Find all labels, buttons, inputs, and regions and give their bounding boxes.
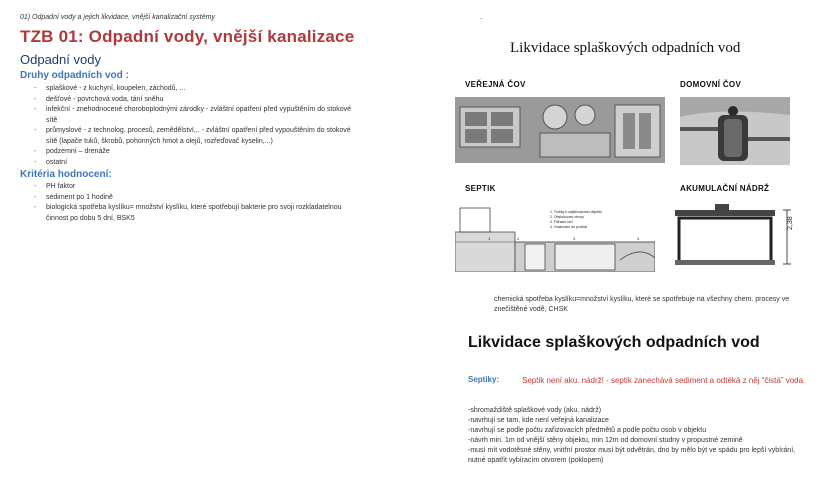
kriteria-list <box>34 182 344 224</box>
septik-number: 3 <box>573 236 576 241</box>
list-item: - biologická spotřeba kyslíku= množství kyslíku, které spotřebují bakterie pro svoji rozkladatelnou činnost po dobu 5 dní, BSK5 <box>34 203 344 224</box>
legend-item: 1. Trubky k zajišťovacímu objektu <box>550 210 602 214</box>
home-plant-image <box>680 97 790 165</box>
septik-diagram <box>455 200 655 272</box>
list-item: - sediment po 1 hodině <box>34 193 344 204</box>
list-item: - průmyslové - z technolog. procesů, zemědělství,.. - zvláštní opatření před vypouštěním do stokové sítě (lapače tuků, škrobů, pohonných hmot a olejů, rozřeďovač kyselin,...) <box>34 126 354 147</box>
list-item: - dešťové - povrchová voda, tání sněhu <box>34 95 354 106</box>
kriteria-title: Kritéria hodnocení: <box>20 169 112 180</box>
list-item: -shromaždiště splaškové vody (aku. nádrž) <box>468 407 602 414</box>
list-item: -musí mít vodotěsné stěny, vnitřní prostor musí být odvětrán, dno by mělo být ve spádu pro lepší vybírání, nutné opatřit vybíracím otvorem (poklopem) <box>468 447 796 464</box>
slide-title: Likvidace splaškových odpadních vod <box>510 40 741 56</box>
tank-dimension: 2,38 <box>787 216 794 230</box>
list-item: -navrhují se podle počtu zařizovacích předmětů a podle počtu osob v objektu <box>468 427 707 434</box>
storage-tank-diagram <box>675 204 805 266</box>
septik-legend <box>550 210 602 230</box>
druhy-list <box>34 84 354 168</box>
list-item: - infekční - znehodnocené choroboplodnými zárodky - zvláštní opatření před vypuštěním do stokové sítě <box>34 105 354 126</box>
label-verejna-cov: VEŘEJNÁ ČOV <box>465 80 526 89</box>
domovni-cov-photo <box>680 97 790 165</box>
list-item: -navrhují se tam, kde není veřejná kanalizace <box>468 417 609 424</box>
list-item: - podzemní – drenáže <box>34 147 354 158</box>
main-title: TZB 01: Odpadní vody, vnější kanalizace <box>20 27 355 46</box>
septik-number: 1 <box>488 236 491 241</box>
list-item: - splaškové - z kuchyní, koupelen, záchodů, ... <box>34 84 354 95</box>
stray-dot: . <box>480 12 483 21</box>
label-domovni-cov: DOMOVNÍ ČOV <box>680 80 742 89</box>
legend-item: 2. Obsluhovací otvory <box>550 215 584 219</box>
septiky-note: Septik není aku. nádrž! - septik zanechává sediment a odtéká z něj “čistá” voda. <box>522 376 806 385</box>
akumulacni-diagram <box>675 204 805 266</box>
verejna-cov-photo <box>455 97 665 163</box>
druhy-title: Druhy odpadních vod : <box>20 70 129 81</box>
header-note: 01) Odpadní vody a jejich likvidace, vnější kanalizační systémy <box>20 14 215 21</box>
list-item: - ostatní <box>34 158 354 169</box>
legend-item: 4. Vsakování do podloží <box>550 225 588 229</box>
treatment-plant-image <box>455 97 665 163</box>
septik-number: 2 <box>517 236 520 241</box>
label-septik: SEPTIK <box>465 184 496 193</box>
legend-item: 3. Filtrační loží <box>550 220 573 224</box>
chsk-caption: chemická spotřeba kyslíku=množství kyslíku, které se spotřebuje na všechny chem. procesy ve znečištěné vodě, CHSK <box>494 296 790 313</box>
septik-number: 4 <box>637 236 640 241</box>
slide-title-2: Likvidace splaškových odpadních vod <box>468 334 760 351</box>
label-akumulacni-nadrz: AKUMULAČNÍ NÁDRŽ <box>680 184 770 193</box>
septiky-label: Septiky: <box>468 375 500 384</box>
septiky-list <box>468 406 808 466</box>
section-title: Odpadní vody <box>20 52 101 67</box>
list-item: -návrh min. 1m od vnější stěny objektu, min 12m od domovní studny v propustné zemině <box>468 437 743 444</box>
list-item: - PH faktor <box>34 182 344 193</box>
